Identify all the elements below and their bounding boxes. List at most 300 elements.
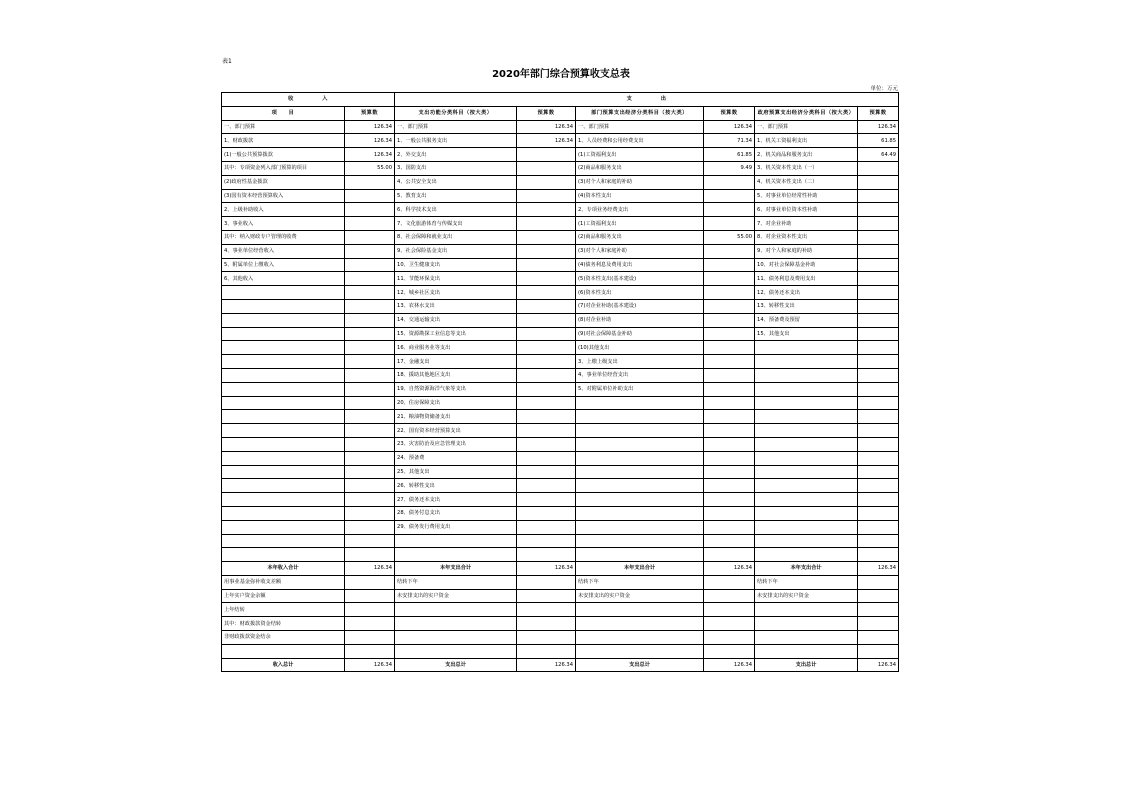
func-amount [517, 286, 576, 300]
dept-econ-item [576, 617, 704, 631]
gov-econ-item: 15、其他支出 [755, 327, 858, 341]
gov-econ-item: 13、转移性支出 [755, 299, 858, 313]
gov-econ-amount [858, 617, 899, 631]
dept-econ-item: (2)商品和服务支出 [576, 230, 704, 244]
func-class-header: 支出功能分类科目（按大类） [395, 106, 517, 120]
gov-econ-item [755, 520, 858, 534]
income-item: (1)一般公共预算拨款 [222, 148, 345, 162]
dept-econ-item: 一、部门预算 [576, 120, 704, 134]
income-item: 一、部门预算 [222, 120, 345, 134]
dept-econ-amount [704, 313, 755, 327]
table-row [222, 603, 899, 617]
dept-econ-amount: 126.34 [704, 562, 755, 576]
dept-econ-amount [704, 437, 755, 451]
gov-econ-amount [858, 258, 899, 272]
gov-econ-amount [858, 520, 899, 534]
func-amount [517, 189, 576, 203]
table-row [222, 424, 899, 438]
income-amount [345, 244, 395, 258]
dept-econ-item: (9)对社会保障基金补助 [576, 327, 704, 341]
gov-econ-amount [858, 575, 899, 589]
func-amount: 126.34 [517, 134, 576, 148]
dept-econ-amount [704, 644, 755, 658]
gov-econ-item [755, 631, 858, 645]
gov-econ-amount [858, 506, 899, 520]
income-amount [345, 272, 395, 286]
income-amount [345, 258, 395, 272]
func-item: 本年支出合计 [395, 562, 517, 576]
gov-econ-item [755, 506, 858, 520]
income-item [222, 327, 345, 341]
func-amount [517, 258, 576, 272]
dept-econ-amount: 55.00 [704, 230, 755, 244]
income-item: 3、事业收入 [222, 217, 345, 231]
func-item: 3、国防支出 [395, 161, 517, 175]
table-row [222, 410, 899, 424]
income-amount [345, 465, 395, 479]
func-amount [517, 631, 576, 645]
gov-econ-item [755, 410, 858, 424]
income-item: 2、上级补助收入 [222, 203, 345, 217]
func-item: 20、住房保障支出 [395, 396, 517, 410]
gov-econ-item: 12、债务还本支出 [755, 286, 858, 300]
income-item [222, 299, 345, 313]
income-amount [345, 410, 395, 424]
func-amount [517, 230, 576, 244]
income-amount [345, 493, 395, 507]
gov-econ-amount [858, 230, 899, 244]
func-item: 22、国有资本经营预算支出 [395, 424, 517, 438]
table-row [222, 493, 899, 507]
budget-header: 预算数 [704, 106, 755, 120]
income-item [222, 520, 345, 534]
income-item: 6、其他收入 [222, 272, 345, 286]
func-amount [517, 368, 576, 382]
func-item: 19、自然资源海洋气象等支出 [395, 382, 517, 396]
func-amount [517, 506, 576, 520]
gov-econ-amount [858, 548, 899, 562]
dept-econ-amount [704, 451, 755, 465]
gov-econ-item [755, 493, 858, 507]
dept-econ-amount [704, 520, 755, 534]
gov-econ-amount: 64.49 [858, 148, 899, 162]
dept-econ-item [576, 410, 704, 424]
gov-econ-amount [858, 603, 899, 617]
func-item: 5、教育支出 [395, 189, 517, 203]
gov-econ-item [755, 382, 858, 396]
func-item: 12、城乡社区支出 [395, 286, 517, 300]
income-amount [345, 631, 395, 645]
func-amount [517, 148, 576, 162]
income-amount [345, 589, 395, 603]
gov-econ-amount [858, 589, 899, 603]
expense-header: 支 出 [395, 93, 899, 107]
func-item: 2、外交支出 [395, 148, 517, 162]
func-amount [517, 548, 576, 562]
income-item [222, 506, 345, 520]
func-item: 1、一般公共服务支出 [395, 134, 517, 148]
dept-econ-item [576, 603, 704, 617]
dept-econ-item: (1)工资福利支出 [576, 217, 704, 231]
income-amount [345, 575, 395, 589]
income-item: 其中：纳入财政专户管理的收费 [222, 230, 345, 244]
func-item: 25、其他支出 [395, 465, 517, 479]
gov-econ-amount [858, 286, 899, 300]
gov-econ-amount [858, 341, 899, 355]
income-amount [345, 217, 395, 231]
table-row [222, 451, 899, 465]
income-item [222, 410, 345, 424]
gov-econ-item [755, 368, 858, 382]
gov-econ-amount [858, 534, 899, 548]
table-row [222, 203, 899, 217]
income-amount [345, 617, 395, 631]
func-item: 14、交通运输支出 [395, 313, 517, 327]
dept-econ-item: 支出总计 [576, 658, 704, 672]
gov-econ-item: 7、对企业补助 [755, 217, 858, 231]
gov-econ-item: 本年支出合计 [755, 562, 858, 576]
dept-econ-item: 3、上缴上级支出 [576, 355, 704, 369]
func-amount [517, 203, 576, 217]
income-item: 上年结转 [222, 603, 345, 617]
dept-econ-item [576, 631, 704, 645]
gov-econ-item [755, 465, 858, 479]
dept-econ-amount [704, 299, 755, 313]
dept-econ-item [576, 506, 704, 520]
table-row [222, 506, 899, 520]
income-amount [345, 203, 395, 217]
income-amount: 126.34 [345, 134, 395, 148]
income-item [222, 534, 345, 548]
gov-econ-item [755, 603, 858, 617]
func-item: 28、债务付息支出 [395, 506, 517, 520]
gov-econ-item [755, 424, 858, 438]
dept-econ-item [576, 437, 704, 451]
gov-econ-amount [858, 368, 899, 382]
item-header: 项 目 [222, 106, 345, 120]
gov-econ-amount: 126.34 [858, 658, 899, 672]
func-item [395, 548, 517, 562]
dept-econ-amount [704, 603, 755, 617]
func-item: 16、商业服务业等支出 [395, 341, 517, 355]
func-amount [517, 272, 576, 286]
income-amount [345, 603, 395, 617]
income-item: 收入总计 [222, 658, 345, 672]
table-row [222, 299, 899, 313]
page-title: 2020年部门综合预算收支总表 [492, 69, 630, 80]
table-row [222, 644, 899, 658]
func-amount [517, 424, 576, 438]
gov-econ-item: 结转下年 [755, 575, 858, 589]
income-item: 用事业基金弥补收支差额 [222, 575, 345, 589]
func-item: 24、预备费 [395, 451, 517, 465]
income-amount: 126.34 [345, 562, 395, 576]
table-row [222, 161, 899, 175]
func-item: 17、金融支出 [395, 355, 517, 369]
income-item: 1、财政拨款 [222, 134, 345, 148]
gov-econ-amount [858, 451, 899, 465]
income-amount: 126.34 [345, 148, 395, 162]
dept-econ-amount [704, 189, 755, 203]
income-amount [345, 644, 395, 658]
dept-econ-item [576, 479, 704, 493]
func-amount [517, 451, 576, 465]
dept-econ-amount [704, 368, 755, 382]
dept-econ-amount [704, 175, 755, 189]
gov-econ-item: 支出总计 [755, 658, 858, 672]
income-amount [345, 313, 395, 327]
func-item: 11、节能环保支出 [395, 272, 517, 286]
dept-econ-amount [704, 272, 755, 286]
gov-econ-amount [858, 382, 899, 396]
table-row [222, 313, 899, 327]
func-amount [517, 603, 576, 617]
table-row [222, 617, 899, 631]
table-row [222, 520, 899, 534]
func-amount [517, 382, 576, 396]
gov-econ-amount [858, 396, 899, 410]
section-header-row [222, 93, 899, 107]
table-row [222, 396, 899, 410]
table-row [222, 479, 899, 493]
income-amount [345, 327, 395, 341]
table-row [222, 244, 899, 258]
dept-econ-item: (4)债务利息及费用支出 [576, 258, 704, 272]
func-item: 4、公共安全支出 [395, 175, 517, 189]
income-item: 其中：财政拨款资金结转 [222, 617, 345, 631]
dept-econ-amount [704, 410, 755, 424]
table-row [222, 230, 899, 244]
income-amount [345, 451, 395, 465]
dept-econ-item [576, 424, 704, 438]
gov-econ-item: 5、对事业单位经常性补助 [755, 189, 858, 203]
table-row [222, 355, 899, 369]
income-amount [345, 341, 395, 355]
func-item: 支出总计 [395, 658, 517, 672]
gov-econ-amount [858, 493, 899, 507]
dept-econ-amount [704, 506, 755, 520]
dept-econ-amount: 126.34 [704, 658, 755, 672]
dept-econ-item [576, 548, 704, 562]
gov-econ-amount [858, 299, 899, 313]
income-amount [345, 548, 395, 562]
dept-econ-amount [704, 327, 755, 341]
income-item: 4、事业单位经营收入 [222, 244, 345, 258]
func-amount [517, 396, 576, 410]
gov-econ-item [755, 341, 858, 355]
income-amount: 55.00 [345, 161, 395, 175]
table-tag: 表1 [222, 58, 232, 65]
gov-econ-item: 2、机关商品和服务支出 [755, 148, 858, 162]
gov-econ-amount [858, 424, 899, 438]
func-amount [517, 327, 576, 341]
gov-econ-item: 14、预备费及预留 [755, 313, 858, 327]
dept-econ-item: 1、人员经费和公用经费支出 [576, 134, 704, 148]
func-amount [517, 493, 576, 507]
dept-econ-amount [704, 217, 755, 231]
gov-econ-item: 6、对事业单位资本性补助 [755, 203, 858, 217]
func-item: 23、灾害防治及应急管理支出 [395, 437, 517, 451]
gov-econ-item: 3、机关资本性支出（一） [755, 161, 858, 175]
dept-econ-item: 5、对附属单位补助支出 [576, 382, 704, 396]
gov-econ-item: 10、对社会保障基金补助 [755, 258, 858, 272]
func-item: 7、文化旅游体育与传媒支出 [395, 217, 517, 231]
dept-econ-item [576, 451, 704, 465]
func-item: 18、援助其他地区支出 [395, 368, 517, 382]
gov-econ-amount: 61.85 [858, 134, 899, 148]
dept-econ-amount [704, 617, 755, 631]
func-amount [517, 617, 576, 631]
gov-econ-amount [858, 217, 899, 231]
dept-econ-item: 2、专项业务经费支出 [576, 203, 704, 217]
func-amount [517, 217, 576, 231]
dept-econ-amount [704, 244, 755, 258]
income-item [222, 313, 345, 327]
gov-econ-amount [858, 631, 899, 645]
dept-econ-amount [704, 341, 755, 355]
income-header: 收 入 [222, 93, 395, 107]
income-amount: 126.34 [345, 120, 395, 134]
dept-econ-item: (7)对企业补助(基本建设) [576, 299, 704, 313]
dept-econ-item [576, 465, 704, 479]
table-row [222, 148, 899, 162]
gov-econ-item: 4、机关资本性支出（二） [755, 175, 858, 189]
gov-econ-item: 11、债务利息及费用支出 [755, 272, 858, 286]
income-item: 上年实户资金余额 [222, 589, 345, 603]
table-row [222, 120, 899, 134]
func-amount [517, 355, 576, 369]
gov-econ-amount [858, 203, 899, 217]
dept-econ-amount [704, 424, 755, 438]
income-amount [345, 355, 395, 369]
func-amount [517, 520, 576, 534]
gov-econ-amount [858, 465, 899, 479]
income-amount [345, 230, 395, 244]
func-amount [517, 479, 576, 493]
dept-econ-item [576, 534, 704, 548]
dept-econ-amount: 9.49 [704, 161, 755, 175]
income-amount [345, 520, 395, 534]
dept-econ-amount [704, 479, 755, 493]
func-amount [517, 437, 576, 451]
total-row [222, 658, 899, 672]
func-amount [517, 410, 576, 424]
func-item: 9、社会保险基金支出 [395, 244, 517, 258]
gov-econ-amount [858, 313, 899, 327]
func-amount: 126.34 [517, 120, 576, 134]
income-item [222, 479, 345, 493]
dept-econ-amount [704, 286, 755, 300]
func-item: 6、科学技术支出 [395, 203, 517, 217]
table-row [222, 575, 899, 589]
gov-econ-class-header: 政府预算支出经济分类科目（按大类） [755, 106, 858, 120]
table-row [222, 217, 899, 231]
income-item [222, 286, 345, 300]
func-item: 26、转移性支出 [395, 479, 517, 493]
income-amount [345, 479, 395, 493]
func-item [395, 644, 517, 658]
func-amount: 126.34 [517, 658, 576, 672]
gov-econ-item [755, 534, 858, 548]
func-amount [517, 575, 576, 589]
budget-header: 预算数 [517, 106, 576, 120]
income-item [222, 451, 345, 465]
dept-econ-amount [704, 575, 755, 589]
income-amount [345, 368, 395, 382]
income-item [222, 382, 345, 396]
income-item [222, 437, 345, 451]
func-amount [517, 175, 576, 189]
gov-econ-amount [858, 161, 899, 175]
func-item: 15、资源勘探工业信息等支出 [395, 327, 517, 341]
gov-econ-amount [858, 355, 899, 369]
budget-header: 预算数 [858, 106, 899, 120]
dept-econ-item: (8)对企业补助 [576, 313, 704, 327]
func-amount [517, 589, 576, 603]
dept-econ-item: (4)资本性支出 [576, 189, 704, 203]
func-item: 结转下年 [395, 575, 517, 589]
income-amount [345, 437, 395, 451]
income-item: 非财政拨款资金结余 [222, 631, 345, 645]
gov-econ-item [755, 437, 858, 451]
table-row [222, 272, 899, 286]
dept-econ-item: (10)其他支出 [576, 341, 704, 355]
gov-econ-amount [858, 272, 899, 286]
dept-econ-item [576, 396, 704, 410]
gov-econ-amount: 126.34 [858, 562, 899, 576]
func-item: 10、卫生健康支出 [395, 258, 517, 272]
income-item [222, 548, 345, 562]
income-amount [345, 299, 395, 313]
func-item: 27、债务还本支出 [395, 493, 517, 507]
dept-econ-amount [704, 631, 755, 645]
total-row [222, 562, 899, 576]
dept-econ-amount [704, 203, 755, 217]
dept-econ-amount [704, 258, 755, 272]
budget-header: 预算数 [345, 106, 395, 120]
income-amount [345, 382, 395, 396]
dept-econ-item: 4、事业单位经营支出 [576, 368, 704, 382]
table-row [222, 258, 899, 272]
gov-econ-item [755, 479, 858, 493]
gov-econ-item [755, 451, 858, 465]
func-item [395, 631, 517, 645]
income-item [222, 341, 345, 355]
func-item: 8、社会保障和就业支出 [395, 230, 517, 244]
gov-econ-amount [858, 327, 899, 341]
gov-econ-item: 未安排支出的实户资金 [755, 589, 858, 603]
table-row [222, 134, 899, 148]
income-amount [345, 534, 395, 548]
dept-econ-amount [704, 548, 755, 562]
dept-econ-amount: 61.85 [704, 148, 755, 162]
income-item [222, 396, 345, 410]
column-header-row [222, 106, 899, 120]
gov-econ-item: 1、机关工资福利支出 [755, 134, 858, 148]
table-row [222, 286, 899, 300]
table-row [222, 534, 899, 548]
dept-econ-amount: 71.34 [704, 134, 755, 148]
income-item [222, 644, 345, 658]
func-item: 13、农林水支出 [395, 299, 517, 313]
func-item: 29、债务发行费用支出 [395, 520, 517, 534]
dept-econ-item [576, 493, 704, 507]
income-amount [345, 424, 395, 438]
dept-econ-item: 本年支出合计 [576, 562, 704, 576]
func-amount [517, 299, 576, 313]
func-item [395, 534, 517, 548]
dept-econ-item: (1)工资福利支出 [576, 148, 704, 162]
